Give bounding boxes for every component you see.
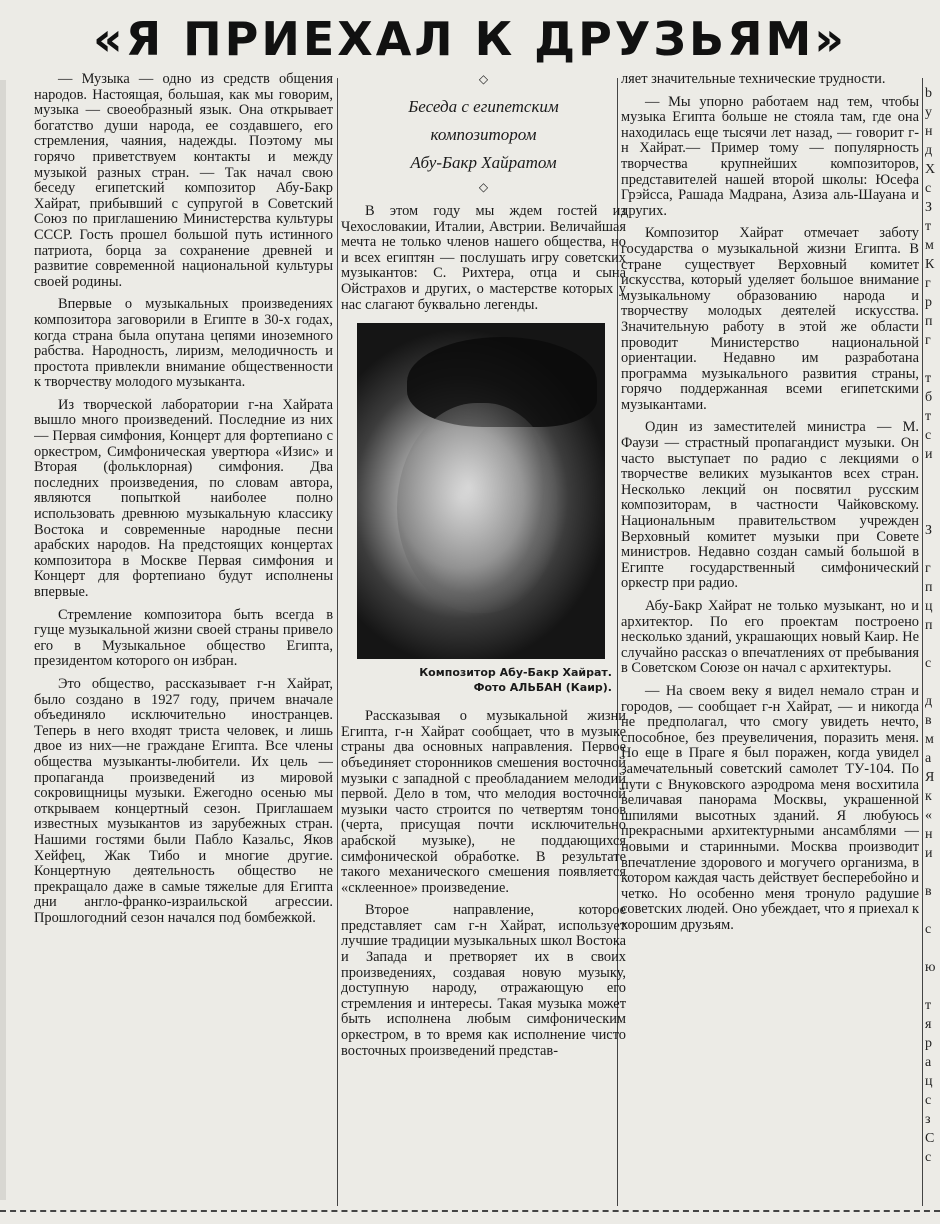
paragraph: Абу-Бакр Хайрат не только музыкант, но и архитектор. По его проектам построено несколько зданий, украшающих новый Каир. Не случайно рассказ о впечатлениях от пребывания в Советском Союзе он начал с архитектуры. <box>621 598 919 677</box>
photo-face <box>397 403 557 613</box>
paragraph: Стремление композитора быть всегда в гуще музыкальной жизни своей страны привело его в Музыкальное общество Египта, президентом которого он избран. <box>34 606 333 670</box>
paragraph: Один из заместителей министра — М. Фаузи — страстный пропагандист музыки. Он часто выступает по радио с лекциями о творчестве великих музыкантов всех стран. Несколько лекций он посвятил русским композиторам, в частности Чайковскому. Национальным правительством учрежден Верховный комитет музыки при Совете министров. Недавно создан самый большой в Египте государственный симфонический оркестр при радио. <box>621 419 919 592</box>
paragraph: — Мы упорно работаем над тем, чтобы музыка Египта больше не стояла там, где она находилась еще тысячи лет назад, — говорит г-н Хайрат.— Пример тому — популярность творчества крупнейших композиторов, представителей нашей второй школы: Юсефа Грэйсса, Рашада Мадрана, Азиза аль-Шауана и других. <box>621 93 919 219</box>
paragraph: — На своем веку я видел немало стран и городов, — сообщает г-н Хайрат, — и никогда не предполагал, что смогу увидеть нечто, способное, без преувеличения, поразить меня. Но еще в Праге я был поражен, когда увидел замечательный советский самолет ТУ-104. По пути с Внуковского аэродрома меня восхитила величавая панорама Москвы, украшенной шпилями высотных зданий. Я любуюсь прекрасными архитектурными ансамблями — новыми и старинными. Москва производит впечатление здорового и могучего организма, в котором каждая часть действует бесперебойно и четко. Но особенно меня тронуло радушие советских людей. Оно убеждает, что я приехал к хорошим друзьям. <box>621 682 919 933</box>
composer-photo <box>357 323 605 659</box>
left-page-edge <box>0 80 6 1200</box>
article-column-2 <box>341 72 626 1204</box>
subhead-line: Абу-Бакр Хайратом <box>410 153 557 172</box>
column-divider <box>922 78 923 1206</box>
article-column-1 <box>34 72 333 1204</box>
diamond-ornament-icon: ◇ <box>478 180 489 194</box>
subhead-line: композитором <box>430 125 537 144</box>
paragraph: В этом году мы ждем гостей из Чехословакии, Италии, Австрии. Величайшая мечта не только членов нашего общества, но и всех египтян — послушать игру советских музыкантов: С. Рихтера, отца и сына Ойстрахов и других, о мастерстве которых у нас слагают буквально легенды. <box>341 203 626 313</box>
column-divider <box>337 78 338 1206</box>
photo-caption <box>341 665 626 695</box>
paragraph: — Музыка — одно из средств общения народов. Настоящая, большая, как мы говорим, музыка — своеобразный язык. Она открывает богатство души народа, ее создавшего, его стремления, чаяния, надежды. Поэтому мы горячо приветствуем контакты и между музыкой разных стран. — Так начал свою беседу египетский композитор Абу-Бакр Хайрат, прибывший с супругой в Советский Союз по приглашению Министерства культуры СССР. Гость прошел большой путь истинного патриота, борца за сохранение древней и развитие современной национальной культуры своей родины. <box>34 72 333 290</box>
article-column-3 <box>621 72 919 1204</box>
paragraph: Впервые о музыкальных произведениях композитора заговорили в Египте в 30-х годах, когда страна была опутана цепями иноземного рабства. Народность, лиризм, мелодичность и простота привлекли внимание общественности к творчеству молодого музыканта. <box>34 296 333 391</box>
paragraph: Это общество, рассказывает г-н Хайрат, было создано в 1927 году, причем вначале объединяло исключительно иностранцев. Теперь в него входят триста человек, и лишь двое из них—не граждане Египта. Все члены общества музыканты-любители. Их цель — пропаганда произведений из мировой сокровищницы музыки. Ежегодно осенью мы открываем концертный сезон. Приглашаем известных музыкантов из зарубежных стран. Нашими гостями были Пабло Казальс, Яков Хейфец, Жак Тибо и многие другие. Концертную деятельность общество не прекращало даже в самые тяжелые для Египта дни англо-франко-израильской агрессии. Прошлогодний сезон начался под бомбежкой. <box>34 675 333 926</box>
bottom-cut-line <box>0 1210 940 1212</box>
paragraph: Второе направление, которое представляет сам г-н Хайрат, использует лучшие традиции музыкальных школ Востока и Запада и претворяет их в своих произведениях, создавая новую музыку, доступную народу, отражающую его стремления и интересы. Такая музыка может быть исполнена любым симфоническим оркестром, в то время как исполнение чисто восточных произведений представ- <box>341 902 626 1059</box>
diamond-ornament-icon: ◇ <box>478 72 489 86</box>
headline: «Я ПРИЕХАЛ К ДРУЗЬЯМ» <box>93 12 847 66</box>
paragraph: ляет значительные технические трудности. <box>621 72 886 87</box>
subhead-line: Беседа с египетским <box>408 97 559 116</box>
paragraph: Композитор Хайрат отмечает заботу государства о музыкальной жизни Египта. В стране существует Верховный комитет искусства, который уделяет большое внимание музыкальному образованию народа и творчеству молодых деятелей искусства. Значительную работу в этой же области проводит Министерство национальной ориентации. Недавно им разработана программа музыкального развития страны, горячо поддержанная всеми египетскими музыкантами. <box>621 225 919 413</box>
paragraph: Рассказывая о музыкальной жизни Египта, г-н Хайрат сообщает, что в музыке страны два основных направления. Первое объединяет сторонников смешения восточной музыки с западной с преобладанием мелодий первой. Дело в том, что мелодия восточной музыки часто строится по четвертям тонов (черта, присущая почти исключительно арабской музыке), не поддающихся симфонической обработке. В результате такого механического смешения появляется «склеенное» произведение. <box>341 708 626 896</box>
paragraph: Из творческой лаборатории г-на Хайрата вышло много произведений. Последние из них — Первая симфония, Концерт для фортепиано с оркестром, Симфоническая увертюра «Изис» и Вторая (фольклорная) симфония. Два последних произведения, по словам автора, являются попыткой наиболее полно использовать древнюю музыкальную классику Востока и современные народные песни арабских народов. На предстоящих концертах композитора в Москве Первая симфония и Концерт для фортепиано будут исполнены впервые. <box>34 396 333 600</box>
caption-line: Композитор Абу-Бакр Хайрат. <box>419 666 612 680</box>
adjacent-article-fragment: b у н д Х с З т м К г р п г т б т с и З г п ц п с д в м а Я к « н и в с ю т я р а ц с з С с <box>925 86 936 1165</box>
caption-line: Фото АЛЬБАН (Каир). <box>473 681 612 695</box>
